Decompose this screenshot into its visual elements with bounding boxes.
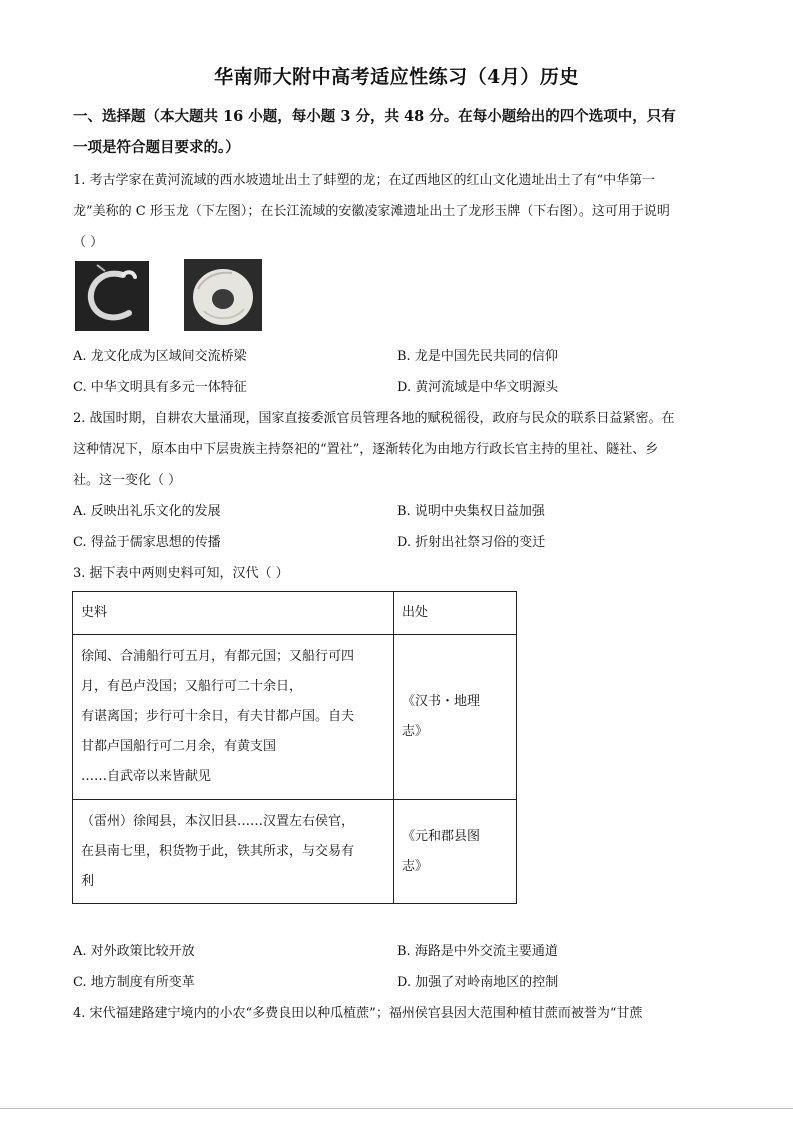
q2-option-d: D. 折射出社祭习俗的变迁 (397, 535, 546, 550)
jade-dragon-plaque-image (184, 259, 262, 331)
exam-title: 华南师大附中高考适应性练习（4月）历史 (214, 66, 579, 88)
page-bottom-divider (0, 1108, 793, 1109)
q1-stem-line-3: （ ） (73, 235, 104, 250)
q4-stem-line-1: 4. 宋代福建路建宁境内的小农“多费良田以种瓜植蔗”；福州侯官县因大范围种植甘蔗而被誉为“甘蔗 (73, 1006, 643, 1021)
q3-option-c: C. 地方制度有所变革 (73, 975, 195, 990)
source-table (72, 591, 517, 904)
row1-text-line-5: ……自武帝以来皆献见 (81, 769, 212, 784)
q2-stem-line-2: 这种情况下，原本由中下层贵族主持祭祀的“置社”，逐渐转化为由地方行政长官主持的里社、隧社、乡 (73, 442, 659, 457)
row1-text-line-3: 有谌离国；步行可十余日，有夫甘都卢国。自夫 (81, 709, 355, 724)
row1-origin-line-1: 《汉书・地理 (402, 694, 481, 709)
row2-text-line-1: （雷州）徐闻县，本汉旧县……汉置左右侯官， (81, 813, 355, 829)
header-cell-source-text: 史料 (73, 592, 394, 635)
q1-option-a: A. 龙文化成为区域间交流桥梁 (73, 349, 247, 364)
table-row (73, 635, 517, 800)
q2-stem-line-3: 社。这一变化（ ） (73, 473, 182, 488)
table-header-row (73, 592, 517, 635)
q1-stem-line-2: 龙”美称的 C 形玉龙（下左图）；在长江流域的安徽凌家滩遗址出土了龙形玉牌（下右图）。这可用于说明 (73, 204, 670, 219)
row2-origin (394, 800, 517, 904)
q1-option-d: D. 黄河流域是中华文明源头 (397, 380, 559, 395)
q3-option-a: A. 对外政策比较开放 (73, 944, 195, 959)
row2-origin-line-2: 志》 (402, 858, 429, 874)
section-heading-line-2: 一项是符合题目要求的。） (73, 139, 240, 156)
row2-text-line-3: 利 (81, 873, 95, 889)
jade-dragon-c-shape-image (75, 261, 149, 331)
header-cell-origin: 出处 (394, 592, 517, 635)
q2-stem-line-1: 2. 战国时期，自耕农大量涌现，国家直接委派官员管理各地的赋税徭役，政府与民众的联系日益紧密。在 (73, 411, 675, 426)
q3-option-b: B. 海路是中外交流主要通道 (397, 944, 558, 959)
row2-text-line-2: 在县南七里，积货物于此，铁其所求，与交易有 (81, 843, 355, 859)
row1-text-line-1: 徐闻、合浦船行可五月，有都元国；又船行可四 (81, 649, 355, 664)
q2-option-b: B. 说明中央集权日益加强 (397, 504, 545, 519)
q1-option-b: B. 龙是中国先民共同的信仰 (397, 349, 558, 364)
table-row (73, 800, 517, 904)
row1-origin (394, 635, 517, 800)
row1-origin-line-2: 志》 (402, 724, 429, 739)
q3-option-d: D. 加强了对岭南地区的控制 (397, 975, 559, 990)
q1-option-c: C. 中华文明具有多元一体特征 (73, 380, 247, 395)
row2-source-text (73, 800, 394, 904)
row2-origin-line-1: 《元和郡县图 (402, 828, 481, 844)
q2-option-c: C. 得益于儒家思想的传播 (73, 535, 221, 550)
row1-text-line-4: 甘都卢国船行可二月余，有黄支国 (81, 739, 277, 754)
section-heading-line-1: 一、选择题（本大题共 16 小题，每小题 3 分，共 48 分。在每小题给出的四个选项中，只有 (73, 108, 676, 125)
row1-source-text (73, 635, 394, 800)
q1-stem-line-1: 1. 考古学家在黄河流域的西水坡遗址出土了蚌塑的龙；在辽西地区的红山文化遗址出土了有“中华第一 (73, 173, 656, 188)
row1-text-line-2: 月，有邑卢没国；又船行可二十余日， (81, 679, 303, 694)
q3-stem: 3. 据下表中两则史料可知，汉代（ ） (73, 566, 289, 581)
q2-option-a: A. 反映出礼乐文化的发展 (73, 504, 221, 519)
